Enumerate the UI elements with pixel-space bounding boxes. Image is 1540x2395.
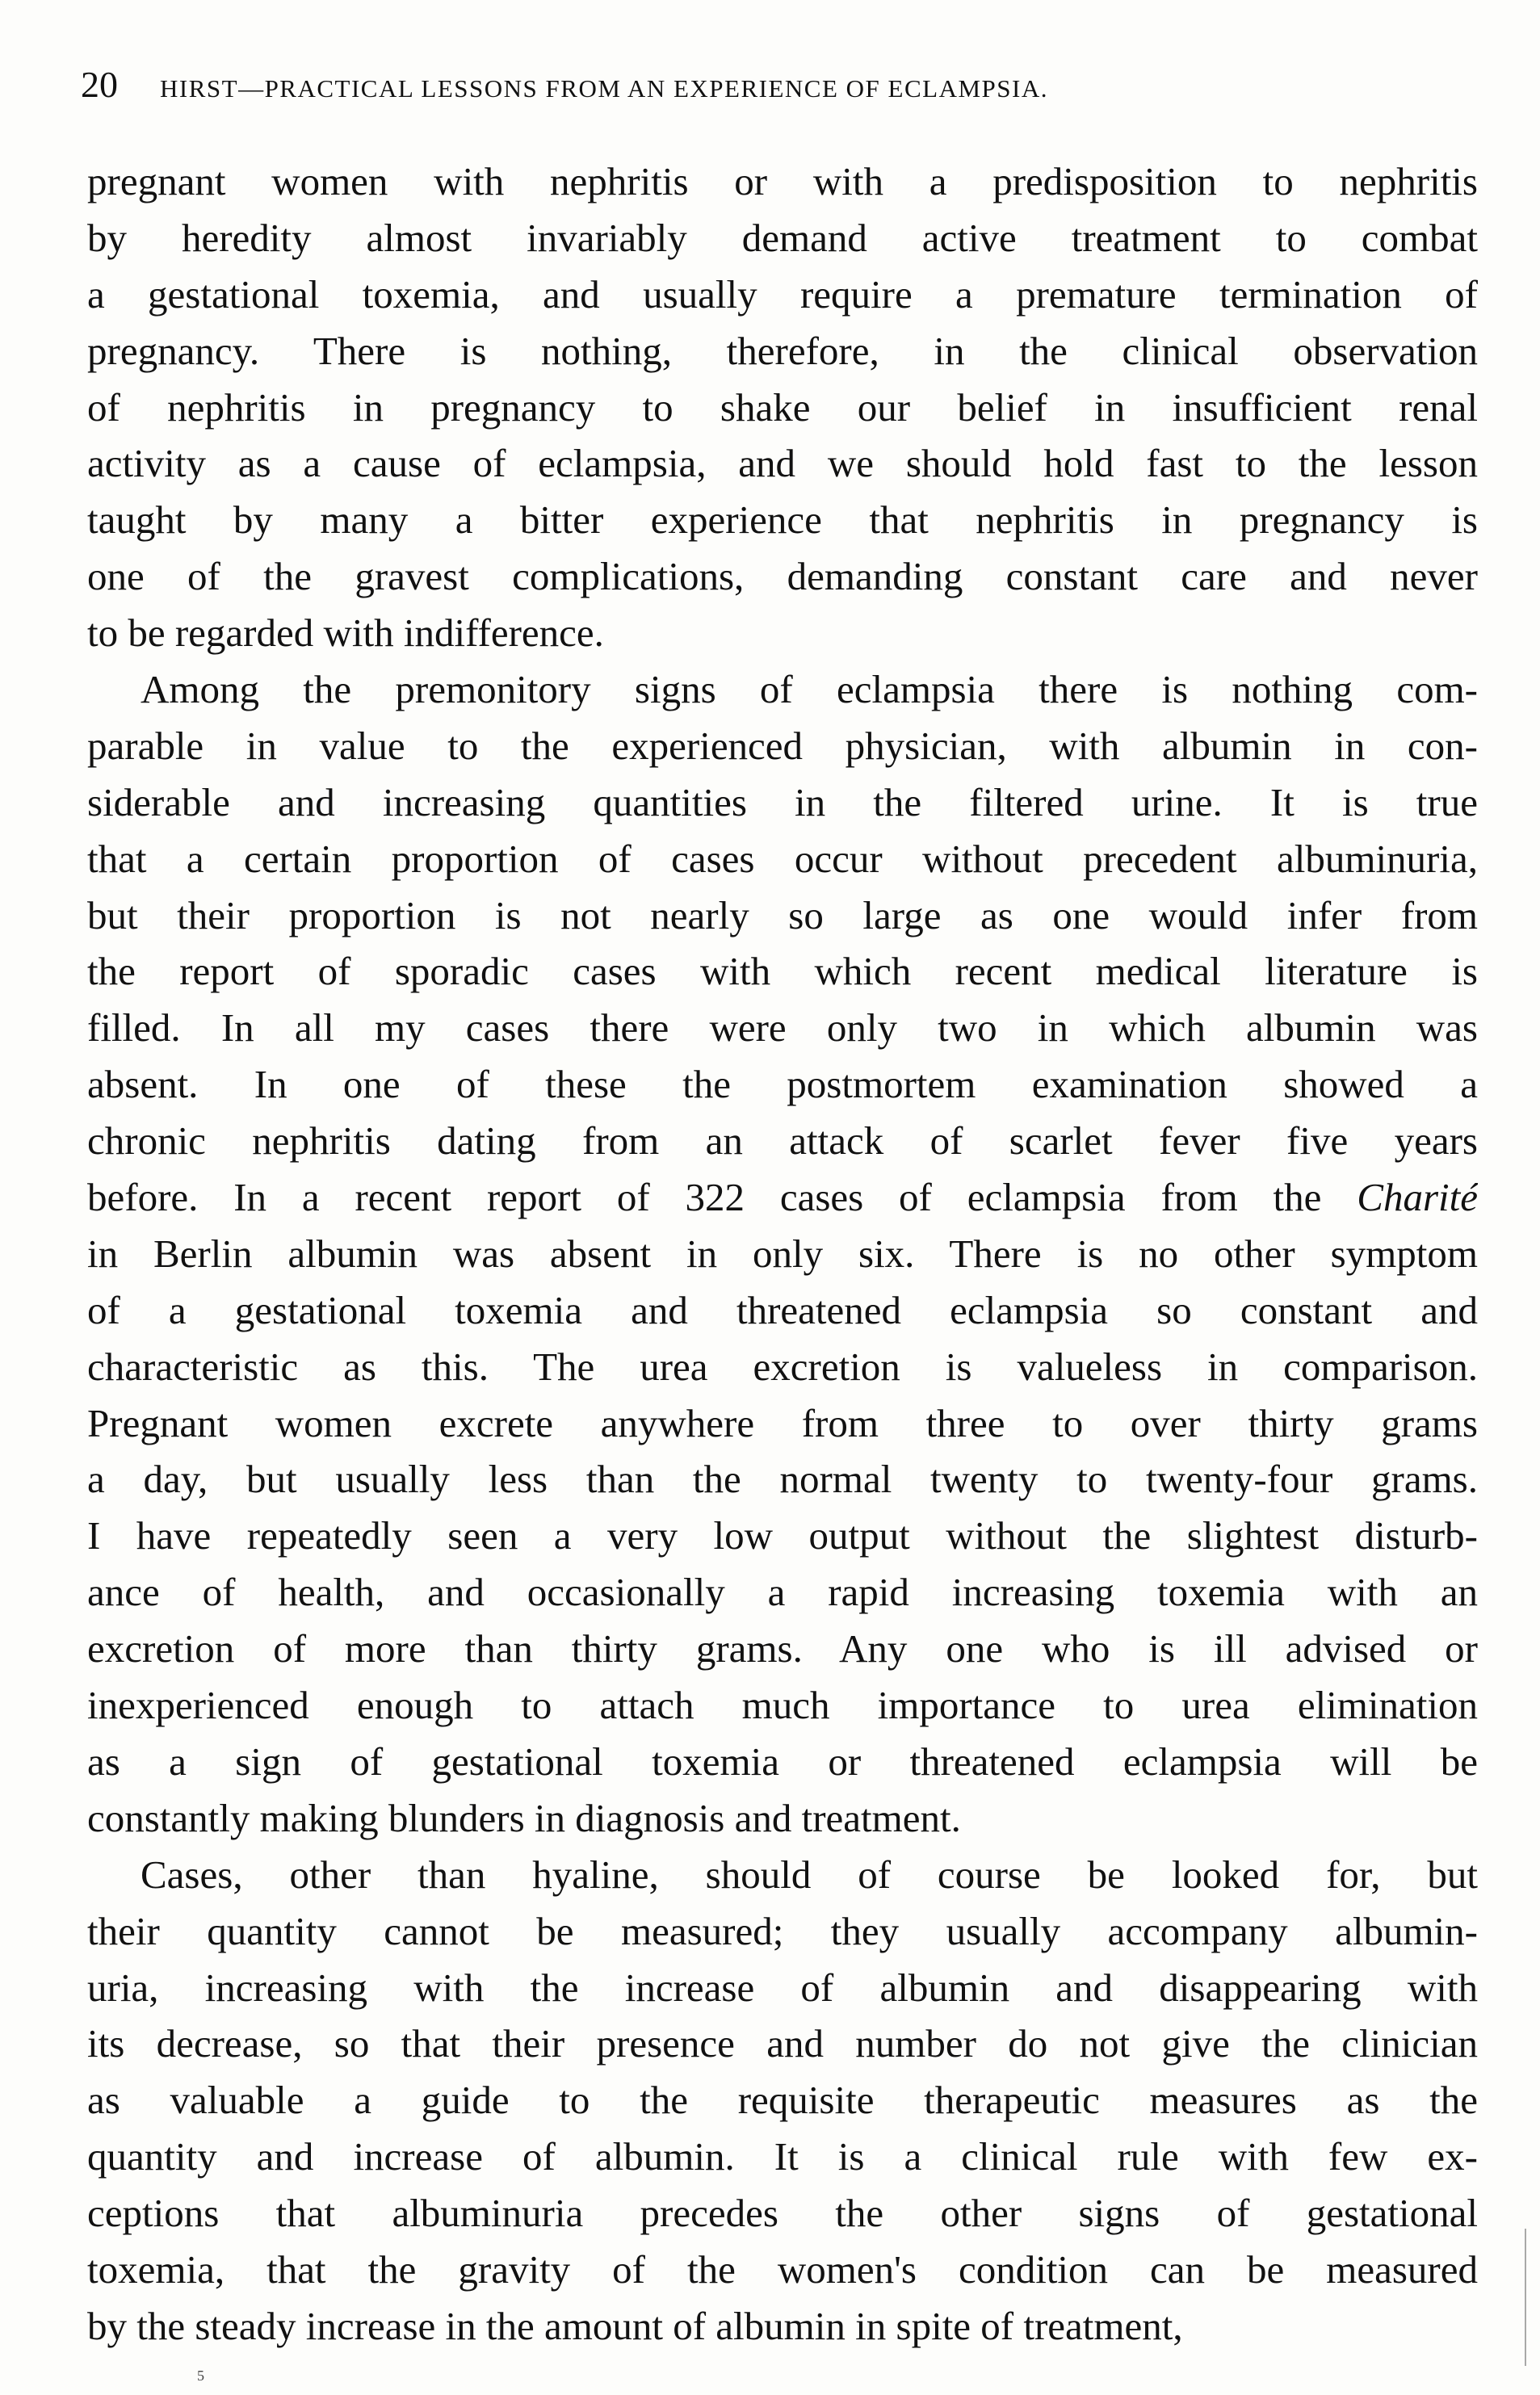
- text-line: as valuable a guide to the requisite therapeutic measures as the: [87, 2078, 1478, 2123]
- text-line: pregnancy. There is nothing, therefore, in the clinical observation: [87, 328, 1478, 373]
- text-line: one of the gravest complications, demanding constant care and never: [87, 554, 1478, 599]
- text-line: of nephritis in pregnancy to shake our belief in insufficient renal: [87, 384, 1478, 430]
- text-line: its decrease, so that their presence and number do not give the clinician: [87, 2021, 1478, 2066]
- text-line: parable in value to the experienced physician, with albumin in con-: [87, 723, 1478, 768]
- text-line: uria, increasing with the increase of albumin and disappearing with: [87, 1965, 1478, 2010]
- text-line: taught by many a bitter experience that nephritis in pregnancy is: [87, 497, 1478, 543]
- text-line: of a gestational toxemia and threatened eclampsia so constant and: [87, 1287, 1478, 1332]
- text-line: filled. In all my cases there were only two in which albumin was: [87, 1005, 1478, 1051]
- text-line: activity as a cause of eclampsia, and we should hold fast to the lesson: [87, 441, 1478, 486]
- text-line: constantly making blunders in diagnosis and treatment.: [87, 1795, 961, 1840]
- text-line: absent. In one of these the postmortem examination showed a: [87, 1062, 1478, 1107]
- running-head-title: HIRST—PRACTICAL LESSONS FROM AN EXPERIENCE OF ECLAMPSIA.: [160, 74, 1048, 103]
- page-number: 20: [81, 64, 118, 105]
- text-line: a gestational toxemia, and usually require a premature termination of: [87, 271, 1478, 317]
- text-line: Cases, other than hyaline, should of course be looked for, but: [141, 1852, 1478, 1897]
- italic-term: Charité: [1357, 1175, 1478, 1220]
- text-line: excretion of more than thirty grams. Any one who is ill advised or: [87, 1626, 1478, 1671]
- text-line: a day, but usually less than the normal twenty to twenty-four grams.: [87, 1457, 1478, 1502]
- text-line: before. In a recent report of 322 cases of eclampsia from the Charité: [87, 1175, 1478, 1220]
- text-line: characteristic as this. The urea excretion is valueless in comparison.: [87, 1344, 1478, 1389]
- scan-edge-mark: [1525, 2229, 1526, 2366]
- text-line: I have repeatedly seen a very low output without the slightest disturb-: [87, 1513, 1478, 1558]
- text-line: by heredity almost invariably demand active treatment to combat: [87, 215, 1478, 260]
- text-line: the report of sporadic cases with which recent medical literature is: [87, 949, 1478, 994]
- footer-mark: 5: [197, 2368, 204, 2384]
- text-line: Among the premonitory signs of eclampsia there is nothing com-: [141, 667, 1478, 712]
- text-line: chronic nephritis dating from an attack of scarlet fever five years: [87, 1118, 1478, 1164]
- text-line: ceptions that albuminuria precedes the other signs of gestational: [87, 2191, 1478, 2236]
- running-head: [81, 63, 1470, 111]
- text-line: that a certain proportion of cases occur without precedent albuminuria,: [87, 836, 1478, 881]
- paragraph: [87, 1847, 1478, 2355]
- text-line: to be regarded with indifference.: [87, 610, 604, 656]
- text-line: toxemia, that the gravity of the women's condition can be measured: [87, 2246, 1478, 2292]
- text-line: their quantity cannot be measured; they usually accompany albumin-: [87, 1908, 1478, 1953]
- text-line: ance of health, and occasionally a rapid increasing toxemia with an: [87, 1570, 1478, 1615]
- text-line: inexperienced enough to attach much importance to urea elimination: [87, 1683, 1478, 1728]
- text-line: by the steady increase in the amount of albumin in spite of treatment,: [87, 2303, 1183, 2348]
- text-line: Pregnant women excrete anywhere from three to over thirty grams: [87, 1400, 1478, 1445]
- text-line: in Berlin albumin was absent in only six. There is no other symptom: [87, 1231, 1478, 1276]
- body-text: [87, 153, 1478, 2355]
- text-line: but their proportion is not nearly so large as one would infer from: [87, 892, 1478, 937]
- paragraph: [87, 661, 1478, 1847]
- text-line: as a sign of gestational toxemia or threatened eclampsia will be: [87, 1739, 1478, 1784]
- paragraph: [87, 153, 1478, 661]
- text-line: quantity and increase of albumin. It is a clinical rule with few ex-: [87, 2134, 1478, 2179]
- text-line: siderable and increasing quantities in the filtered urine. It is true: [87, 779, 1478, 824]
- text-line: pregnant women with nephritis or with a predisposition to nephritis: [87, 159, 1478, 203]
